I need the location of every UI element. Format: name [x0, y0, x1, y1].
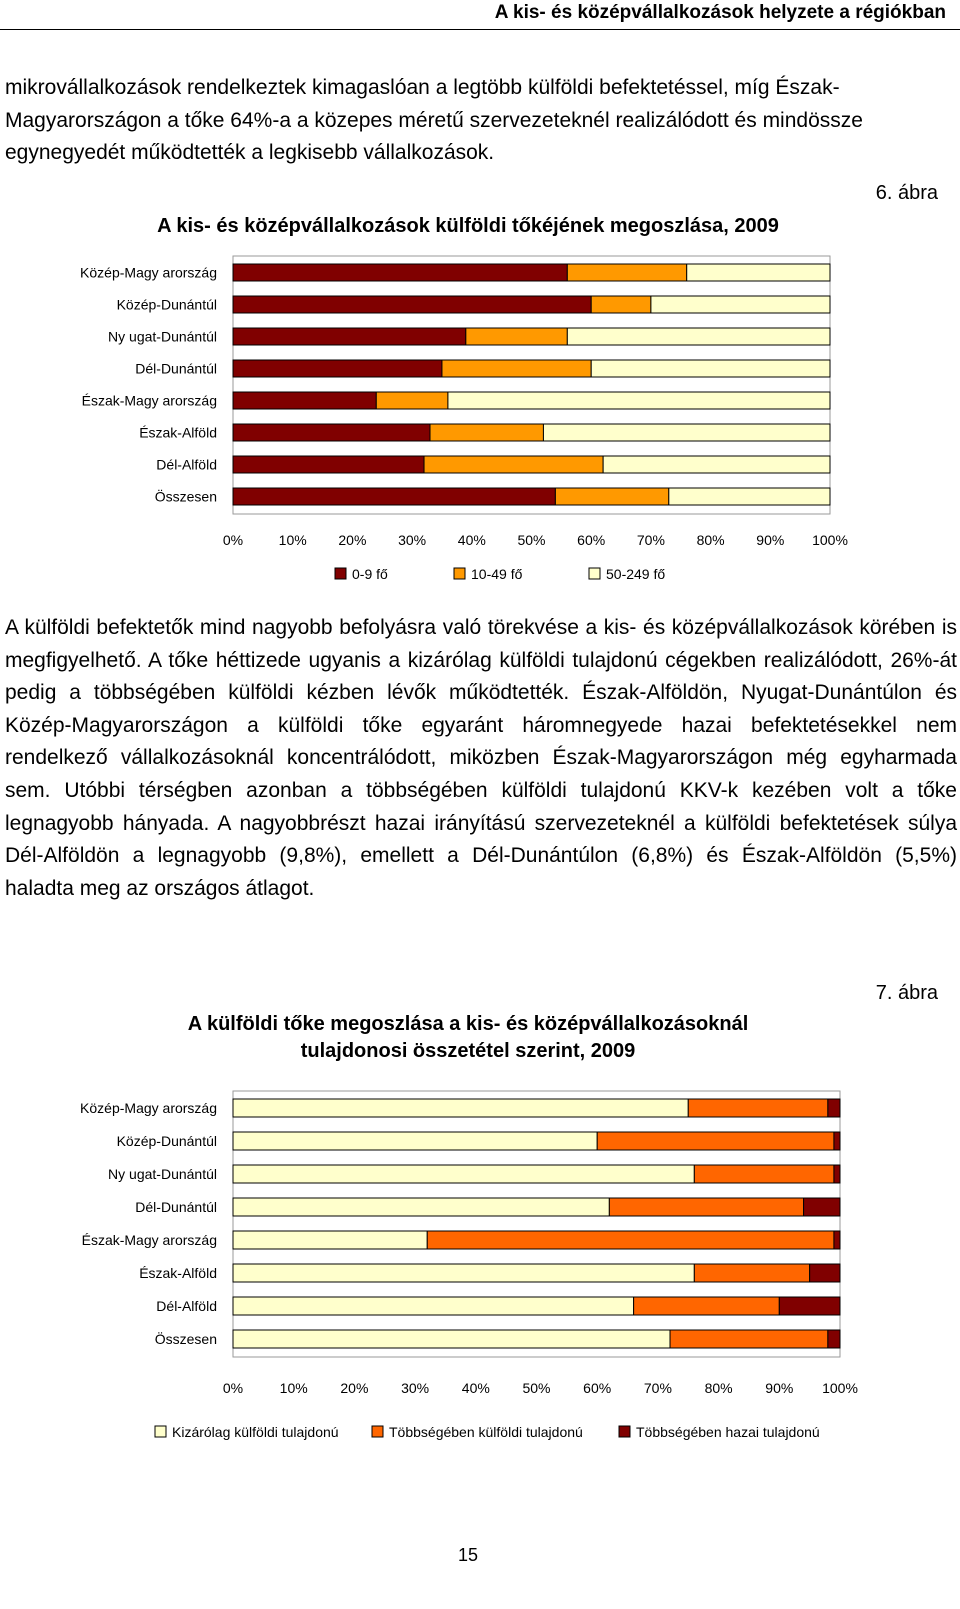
- chart-1: [0, 250, 936, 595]
- legend-label: 50-249 fő: [606, 566, 666, 582]
- bar-segment: [687, 264, 830, 281]
- x-tick-label: 10%: [279, 1380, 308, 1396]
- bar-segment: [233, 456, 424, 473]
- bar-segment: [233, 392, 376, 409]
- bar-segment: [670, 1330, 828, 1348]
- x-tick-label: 70%: [643, 1380, 672, 1396]
- bar-segment: [233, 328, 466, 345]
- bar-segment: [233, 1099, 688, 1117]
- x-tick-label: 80%: [696, 532, 725, 548]
- category-label: Ny ugat-Dunántúl: [108, 328, 217, 345]
- x-tick-label: 30%: [401, 1380, 430, 1396]
- x-tick-label: 80%: [704, 1380, 733, 1396]
- bar-segment: [430, 424, 543, 441]
- bar-segment: [834, 1132, 840, 1150]
- bar-segment: [233, 1330, 670, 1348]
- x-tick-label: 0%: [222, 1380, 244, 1396]
- x-tick-label: 70%: [636, 532, 665, 548]
- bar-segment: [597, 1132, 834, 1150]
- x-tick-label: 50%: [522, 1380, 551, 1396]
- paragraph-1: mikrovállalkozások rendelkeztek kimagaslóan a legtöbb külföldi befektetéssel, míg Észak-Magyarországon a tőke 64%-a a közepes méretű szervezeteknél realizálódott és mindössze egynegyedét működtették a legkisebb vállalkozások.: [5, 76, 863, 165]
- category-label: Közép-Magy arország: [80, 1100, 217, 1116]
- bar-segment: [669, 488, 830, 505]
- bar-segment: [634, 1297, 780, 1315]
- category-label: Észak-Alföld: [139, 1265, 217, 1281]
- bar-segment: [233, 296, 591, 313]
- category-label: Összesen: [154, 488, 217, 505]
- page-number: 15: [457, 1545, 479, 1565]
- x-tick-label: 20%: [340, 1380, 369, 1396]
- legend-swatch: [372, 1426, 383, 1437]
- bar-segment: [233, 1198, 609, 1216]
- bar-segment: [834, 1165, 840, 1183]
- category-label: Összesen: [154, 1331, 217, 1347]
- category-label: Dél-Dunántúl: [135, 1199, 217, 1215]
- category-label: Észak-Magy arország: [81, 1232, 217, 1248]
- category-label: Közép-Dunántúl: [116, 1133, 217, 1149]
- bar-segment: [828, 1330, 840, 1348]
- plot-area: [233, 256, 830, 514]
- legend-label: Kizárólag külföldi tulajdonú: [172, 1424, 339, 1440]
- x-tick-label: 30%: [398, 532, 427, 548]
- bar-segment: [233, 264, 567, 281]
- bar-segment: [694, 1264, 809, 1282]
- chart-2-title: [0, 1011, 936, 1065]
- chart-2: [0, 1085, 936, 1455]
- category-label: Észak-Alföld: [139, 424, 217, 441]
- category-label: Közép-Dunántúl: [116, 296, 217, 313]
- bar-segment: [233, 1297, 634, 1315]
- bar-segment: [233, 360, 442, 377]
- chart-1-title: A kis- és középvállalkozások külföldi tőkéjének megoszlása, 2009: [157, 215, 779, 237]
- bar-segment: [694, 1165, 834, 1183]
- bar-segment: [448, 392, 830, 409]
- figure-2-number: 7. ábra: [875, 982, 938, 1004]
- plot-area: [233, 1091, 840, 1357]
- bar-segment: [424, 456, 603, 473]
- bar-segment: [233, 1132, 597, 1150]
- bar-segment: [828, 1099, 840, 1117]
- legend-label: Többségében hazai tulajdonú: [636, 1424, 820, 1440]
- category-label: Dél-Dunántúl: [135, 360, 217, 377]
- bar-segment: [233, 1231, 427, 1249]
- category-label: Dél-Alföld: [156, 1298, 217, 1314]
- category-label: Közép-Magy arország: [80, 264, 217, 281]
- x-tick-label: 10%: [278, 532, 307, 548]
- bar-segment: [543, 424, 830, 441]
- bar-segment: [442, 360, 591, 377]
- bar-segment: [233, 1165, 694, 1183]
- x-tick-label: 0%: [222, 532, 244, 548]
- bar-segment: [567, 264, 686, 281]
- bar-segment: [834, 1231, 840, 1249]
- legend-label: Többségében külföldi tulajdonú: [389, 1424, 583, 1440]
- bar-segment: [779, 1297, 840, 1315]
- x-tick-label: 50%: [517, 532, 546, 548]
- x-tick-label: 40%: [457, 532, 486, 548]
- category-label: Ny ugat-Dunántúl: [108, 1166, 217, 1182]
- bar-segment: [567, 328, 830, 345]
- running-header: A kis- és középvállalkozások helyzete a régiókban: [494, 2, 946, 23]
- bar-segment: [466, 328, 567, 345]
- bar-segment: [376, 392, 448, 409]
- legend-swatch: [454, 568, 465, 579]
- x-tick-label: 100%: [812, 532, 848, 548]
- x-tick-label: 40%: [461, 1380, 490, 1396]
- bar-segment: [427, 1231, 834, 1249]
- bar-segment: [233, 488, 555, 505]
- chart-2-title-line-2: tulajdonosi összetétel szerint, 2009: [300, 1040, 636, 1062]
- x-tick-label: 20%: [338, 532, 367, 548]
- legend-swatch: [335, 568, 346, 579]
- header-divider: [0, 29, 960, 30]
- x-tick-label: 60%: [583, 1380, 612, 1396]
- bar-segment: [688, 1099, 828, 1117]
- bar-segment: [555, 488, 668, 505]
- legend-label: 0-9 fő: [352, 566, 388, 582]
- bar-segment: [591, 296, 651, 313]
- bar-segment: [651, 296, 830, 313]
- x-tick-label: 100%: [822, 1380, 858, 1396]
- legend-swatch: [619, 1426, 630, 1437]
- legend-label: 10-49 fő: [471, 566, 523, 582]
- bar-segment: [603, 456, 830, 473]
- bar-segment: [233, 424, 430, 441]
- bar-segment: [591, 360, 830, 377]
- bar-segment: [609, 1198, 803, 1216]
- bar-segment: [804, 1198, 840, 1216]
- chart-2-title-line-1: A külföldi tőke megoszlása a kis- és középvállalkozásoknál: [187, 1013, 749, 1035]
- paragraph-2: A külföldi befektetők mind nagyobb befolyásra való törekvése a kis- és középvállalkozások körében is megfigyelhető. A tőke héttizede ugyanis a kizárólag külföldi tulajdonú cégekben realizálódott, 26%-át pedig a többségében külföldi kézben lévők működtették. Észak-Alföldön, Nyugat-Dunántúlon és Közép-Magyarországon a külföldi tőke egyaránt háromnegyede hazai befektetésekkel nem rendelkező vállalkozásoknál koncentrálódott, miközben Észak-Magyarországon még egyharmada sem. Utóbbi térségben azonban a többségében külföldi tulajdonú KKV-k kezében volt a tőke legnagyobb hányada. A nagyobbrészt hazai irányítású szervezeteknél a külföldi befektetések súlya Dél-Alföldön a legnagyobb (9,8%), emellett a Dél-Dunántúlon (6,8%) és Észak-Alföldön (5,5%) haladta meg az országos átlagot.: [5, 616, 957, 900]
- legend-swatch: [155, 1426, 166, 1437]
- x-tick-label: 60%: [577, 532, 606, 548]
- figure-1-number: 6. ábra: [875, 182, 938, 204]
- category-label: Észak-Magy arország: [81, 392, 217, 409]
- category-label: Dél-Alföld: [156, 456, 217, 473]
- x-tick-label: 90%: [756, 532, 785, 548]
- legend-swatch: [589, 568, 600, 579]
- bar-segment: [810, 1264, 840, 1282]
- bar-segment: [233, 1264, 694, 1282]
- x-tick-label: 90%: [765, 1380, 794, 1396]
